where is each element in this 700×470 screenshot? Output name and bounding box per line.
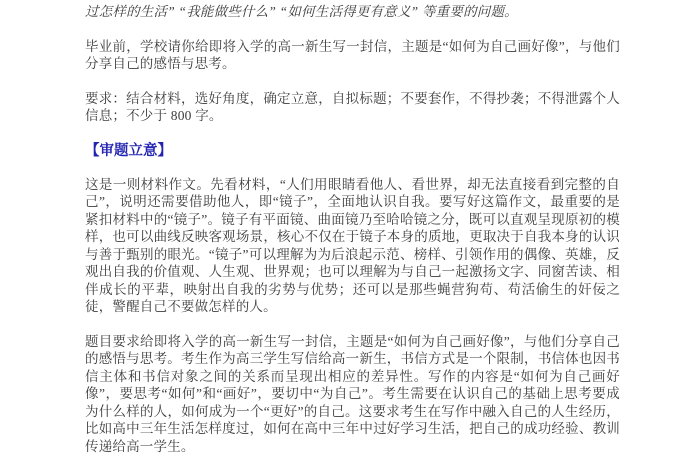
- analysis-paragraph-2: 题目要求给即将入学的高一新生写一封信，主题是“如何为自己画好像”，与他们分享自己的感悟与思考。考生作为高三学生写信给高一新生，书信方式是一个限制，书信体也因书信主体和书信对象之间的关系而呈现出相应的差异性。写作的内容是“如何为自己画好像”，要思考“如何”和“画好”，要切中“为自己”。考生需要在认识自己的基础上思考要成为什么样的人，如何成为一个“更好”的自己。这要求考生在写作中融入自己的人生经历，比如高中三年生活怎样度过，如何在高中三年中过好学习生活，把自己的成功经验、教训传递给高一学生。: [85, 333, 620, 454]
- section-heading-shenti-liyi: 【审题立意】: [85, 142, 172, 159]
- material-ending-line: 过怎样的生活” “我能做些什么” “如何生活得更有意义” 等重要的问题。: [85, 4, 518, 19]
- analysis-paragraph-1: 这是一则材料作文。先看材料，“人们用眼睛看他人、看世界，却无法直接看到完整的自己”，说明还需要借助他人，即“镜子”，全面地认识自我。要写好这篇作文，最重要的是紧扣材料中的“镜子”。镜子有平面镜、曲面镜乃至哈哈镜之分，既可以直观呈现原初的模样，也可以曲线反映客观场景，核心不仅在于镜子本身的质地，更取决于自我本身的认识与善于甄别的眼光。“镜子”可以理解为为后浪起示范、榜样、引领作用的偶像、英雄，反观出自我的价值观、人生观、世界观；也可以理解为与自己一起激扬文字、同窗苦读、相伴成长的平辈，映射出自我的劣势与优势；还可以是那些蝇营狗苟、苟活偷生的奸佞之徒，警醒自己不要做怎样的人。: [85, 176, 620, 314]
- task-paragraph: 毕业前，学校请你给即将入学的高一新生写一封信，主题是“如何为自己画好像”，与他们分享自己的感悟与思考。: [85, 38, 620, 71]
- requirements-paragraph: 要求：结合材料，选好角度，确定立意，自拟标题；不要套作，不得抄袭；不得泄露个人信息；不少于 800 字。: [85, 90, 620, 123]
